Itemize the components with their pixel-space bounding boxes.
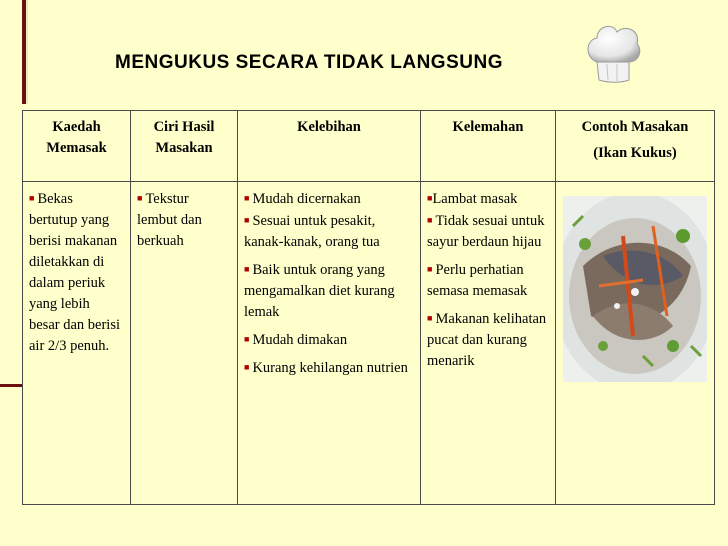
top-accent-rule-light <box>26 0 28 104</box>
kelebihan-item-1: Mudah dicernakan <box>252 191 361 207</box>
steamed-fish-photo <box>563 196 707 382</box>
list-item <box>427 259 549 302</box>
list-item <box>137 188 231 252</box>
list-item <box>244 210 414 253</box>
cell-kelemahan <box>421 182 556 505</box>
kelebihan-item-5: Kurang kehilangan nutrien <box>252 360 408 376</box>
kelebihan-item-3: Baik untuk orang yang mengamalkan diet kurang lemak <box>244 262 395 320</box>
list-item <box>244 188 414 210</box>
kelemahan-item-1: Lambat masak <box>432 191 518 207</box>
chef-hat-icon <box>583 22 643 84</box>
list-item <box>244 329 414 351</box>
header-ciri: Ciri Hasil Masakan <box>131 111 238 182</box>
ciri-text: Tekstur lembut dan berkuah <box>137 191 202 249</box>
square-bullet-icon: ■ <box>244 334 250 344</box>
square-bullet-icon: ■ <box>244 362 250 372</box>
header-kelemahan: Kelemahan <box>421 111 556 182</box>
left-accent-rule <box>0 384 22 387</box>
left-margin-bar <box>0 0 22 546</box>
cooking-method-table <box>22 110 715 505</box>
header-contoh-line2: (Ikan Kukus) <box>593 145 677 161</box>
kelemahan-item-3: Perlu perhatian semasa memasak <box>427 262 528 299</box>
cell-kelebihan <box>238 182 421 505</box>
list-item <box>29 188 124 357</box>
kaedah-text: Bekas bertutup yang berisi makanan diletakkan di dalam periuk yang lebih besar dan berisi air 2/3 penuh. <box>29 191 120 354</box>
kelemahan-item-4: Makanan kelihatan pucat dan kurang menarik <box>427 311 547 369</box>
kelebihan-item-2: Sesuai untuk pesakit, kanak-kanak, orang tua <box>244 213 380 250</box>
header-contoh-line1: Contoh Masakan <box>581 119 689 135</box>
list-item <box>427 188 549 210</box>
cell-ciri <box>131 182 238 505</box>
list-item <box>244 259 414 323</box>
list-item <box>427 210 549 253</box>
page-title: MENGUKUS SECARA TIDAK LANGSUNG <box>115 52 503 73</box>
cell-kaedah <box>23 182 131 505</box>
table-header-row <box>23 111 715 182</box>
square-bullet-icon: ■ <box>29 193 35 203</box>
list-item <box>427 308 549 372</box>
kelemahan-item-2: Tidak sesuai untuk sayur berdaun hijau <box>427 213 545 250</box>
header-kelebihan: Kelebihan <box>238 111 421 182</box>
square-bullet-icon: ■ <box>244 215 250 225</box>
kelebihan-item-4: Mudah dimakan <box>252 332 348 348</box>
square-bullet-icon: ■ <box>137 193 143 203</box>
cell-contoh <box>556 182 715 505</box>
header-kaedah: Kaedah Memasak <box>23 111 131 182</box>
square-bullet-icon: ■ <box>427 313 433 323</box>
square-bullet-icon: ■ <box>427 193 433 203</box>
square-bullet-icon: ■ <box>244 264 250 274</box>
table-row <box>23 182 715 505</box>
list-item <box>244 357 414 379</box>
square-bullet-icon: ■ <box>244 193 250 203</box>
square-bullet-icon: ■ <box>427 215 433 225</box>
square-bullet-icon: ■ <box>427 264 433 274</box>
header-contoh <box>556 111 715 182</box>
